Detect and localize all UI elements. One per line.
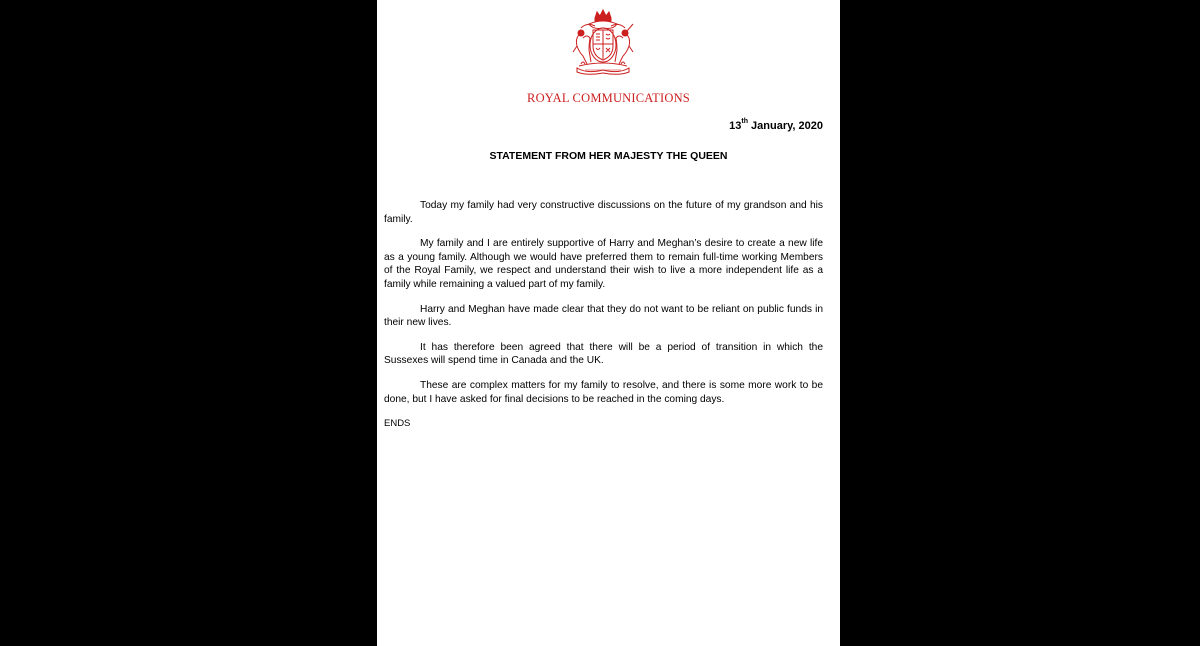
closing-mark: ENDS (384, 418, 411, 430)
royal-coat-of-arms-icon (567, 8, 639, 76)
statement-heading: STATEMENT FROM HER MAJESTY THE QUEEN (489, 150, 728, 162)
paragraph: It has therefore been agreed that there will be a period of transition in which the Sussexes will spend time in Canada and the UK. (384, 341, 823, 367)
paragraph: Harry and Meghan have made clear that they do not want to be reliant on public funds in their new lives. (384, 303, 823, 329)
date-month-year: January, 2020 (747, 120, 823, 132)
document-page (377, 0, 840, 646)
statement-body (384, 199, 823, 430)
paragraph: These are complex matters for my family to resolve, and there is some more work to be done, but I have asked for final decisions to be reached in the coming days. (384, 379, 823, 405)
letterhead-title: ROYAL COMMUNICATIONS (527, 91, 690, 105)
paragraph: Today my family had very constructive discussions on the future of my grandson and his family. (384, 200, 823, 225)
statement-date (729, 120, 823, 132)
date-day: 13 (729, 120, 742, 132)
paragraph: My family and I are entirely supportive of Harry and Meghan’s desire to create a new life as a young family. Although we would have preferred them to remain full-time working Members of the Royal Family, we respect and understand their wish to live a more independent life as a family while remaining a valued part of my family. (384, 238, 823, 290)
date-ordinal-suffix: th (741, 118, 748, 125)
